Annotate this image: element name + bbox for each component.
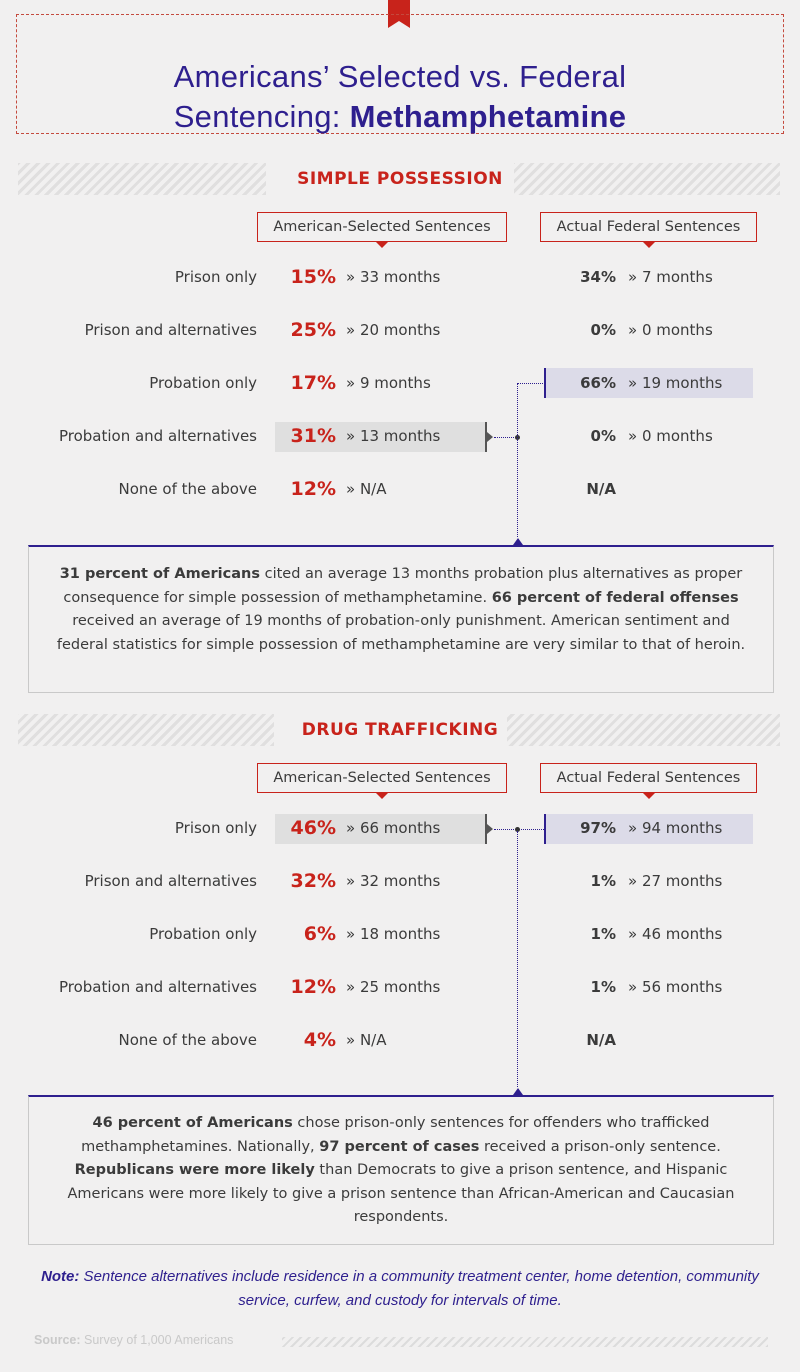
american-months: » 33 months <box>346 268 441 286</box>
federal-percent: 0% <box>590 321 616 339</box>
row-label: None of the above <box>118 480 257 498</box>
american-percent: 25% <box>290 319 336 341</box>
callout-drug-trafficking <box>28 1095 774 1245</box>
american-percent: 12% <box>290 976 336 998</box>
source-text: Survey of 1,000 Americans <box>80 1333 234 1347</box>
row-label: Probation and alternatives <box>58 978 257 996</box>
footnote-label: Note: <box>41 1268 80 1285</box>
row-label: None of the above <box>118 1031 257 1049</box>
row-label: Probation only <box>149 374 257 392</box>
highlight-american-arrow-icon <box>487 432 493 442</box>
callout-simple-possession <box>28 545 774 693</box>
row-label: Prison and alternatives <box>84 872 257 890</box>
american-months: » 66 months <box>346 819 441 837</box>
federal-months: » 7 months <box>628 268 713 286</box>
column-header-federal: Actual Federal Sentences <box>540 212 757 242</box>
callout-bold: 97 percent of cases <box>319 1138 480 1155</box>
row-label: Probation and alternatives <box>58 427 257 445</box>
federal-percent: 66% <box>580 374 616 392</box>
row-label: Prison only <box>174 819 257 837</box>
column-header-federal: Actual Federal Sentences <box>540 763 757 793</box>
connector-line-top <box>517 383 543 384</box>
american-months: » 25 months <box>346 978 441 996</box>
footnote-text: Sentence alternatives include residence in a community treatment center, home detention, community service, curfew, and custody for intervals of time. <box>79 1268 759 1309</box>
title-box <box>16 14 784 134</box>
section-title: SIMPLE POSSESSION <box>297 169 503 189</box>
american-months: » N/A <box>346 480 387 498</box>
row-label: Prison only <box>174 268 257 286</box>
american-percent: 15% <box>290 266 336 288</box>
callout-pointer-icon <box>513 1088 523 1095</box>
american-months: » 32 months <box>346 872 441 890</box>
title-line-1: Americans’ Selected vs. Federal <box>173 59 627 94</box>
callout-text: than Democrats to give a prison sentence, and Hispanic Americans were more likely to give a prison sentence than African-American and Caucasian respondents. <box>67 1162 735 1225</box>
callout-text: received a prison-only sentence. <box>479 1138 721 1155</box>
federal-percent: 1% <box>590 872 616 890</box>
callout-bold: Republicans were more likely <box>74 1162 315 1178</box>
american-percent: 4% <box>303 1029 336 1051</box>
source-line <box>34 1333 233 1347</box>
american-months: » 13 months <box>346 427 441 445</box>
title-line-2-prefix: Sentencing: <box>173 99 350 134</box>
callout-bold: 66 percent of federal offenses <box>491 589 739 606</box>
title-line-2-bold: Methamphetamine <box>349 99 627 134</box>
federal-months: » 46 months <box>628 925 723 943</box>
federal-percent: 97% <box>580 819 616 837</box>
callout-text: chose prison-only sentences for offenders who trafficked methamphetamines. Nationally, <box>81 1115 710 1155</box>
federal-percent: 0% <box>590 427 616 445</box>
source-label: Source: <box>34 1333 81 1347</box>
federal-months: » 0 months <box>628 321 713 339</box>
american-months: » N/A <box>346 1031 387 1049</box>
american-percent: 12% <box>290 478 336 500</box>
american-months: » 9 months <box>346 374 431 392</box>
federal-months: » 27 months <box>628 872 723 890</box>
american-percent: 32% <box>290 870 336 892</box>
callout-text: received an average of 19 months of probation-only punishment. American sentiment and federal statistics for simple possession of methamphetamine are very similar to that of heroin. <box>56 613 746 653</box>
federal-months: » 0 months <box>628 427 713 445</box>
column-header-american: American-Selected Sentences <box>257 763 507 793</box>
federal-percent: 1% <box>590 925 616 943</box>
american-months: » 20 months <box>346 321 441 339</box>
callout-bold: 31 percent of Americans <box>59 566 260 582</box>
american-percent: 46% <box>290 817 336 839</box>
federal-months: » 19 months <box>628 374 723 392</box>
connector-line-vertical <box>517 831 518 1087</box>
federal-percent: N/A <box>586 1031 616 1049</box>
title-line-2 <box>17 97 783 137</box>
row-label: Probation only <box>149 925 257 943</box>
footnote <box>40 1265 760 1313</box>
american-months: » 18 months <box>346 925 441 943</box>
source-hatch <box>282 1337 768 1347</box>
row-label: Prison and alternatives <box>84 321 257 339</box>
highlight-american-arrow-icon <box>487 824 493 834</box>
american-percent: 31% <box>290 425 336 447</box>
page-title <box>17 57 783 137</box>
federal-percent: 1% <box>590 978 616 996</box>
callout-pointer-icon <box>513 538 523 545</box>
federal-months: » 94 months <box>628 819 723 837</box>
column-header-american: American-Selected Sentences <box>257 212 507 242</box>
american-percent: 6% <box>303 923 336 945</box>
federal-percent: N/A <box>586 480 616 498</box>
section-title: DRUG TRAFFICKING <box>301 720 499 740</box>
callout-text: cited an average 13 months probation plus alternatives as proper consequence for simple possession of methamphetamine. <box>63 566 743 606</box>
federal-percent: 34% <box>580 268 616 286</box>
connector-line-vertical <box>517 383 518 537</box>
callout-bold: 46 percent of Americans <box>92 1115 293 1131</box>
american-percent: 17% <box>290 372 336 394</box>
federal-months: » 56 months <box>628 978 723 996</box>
